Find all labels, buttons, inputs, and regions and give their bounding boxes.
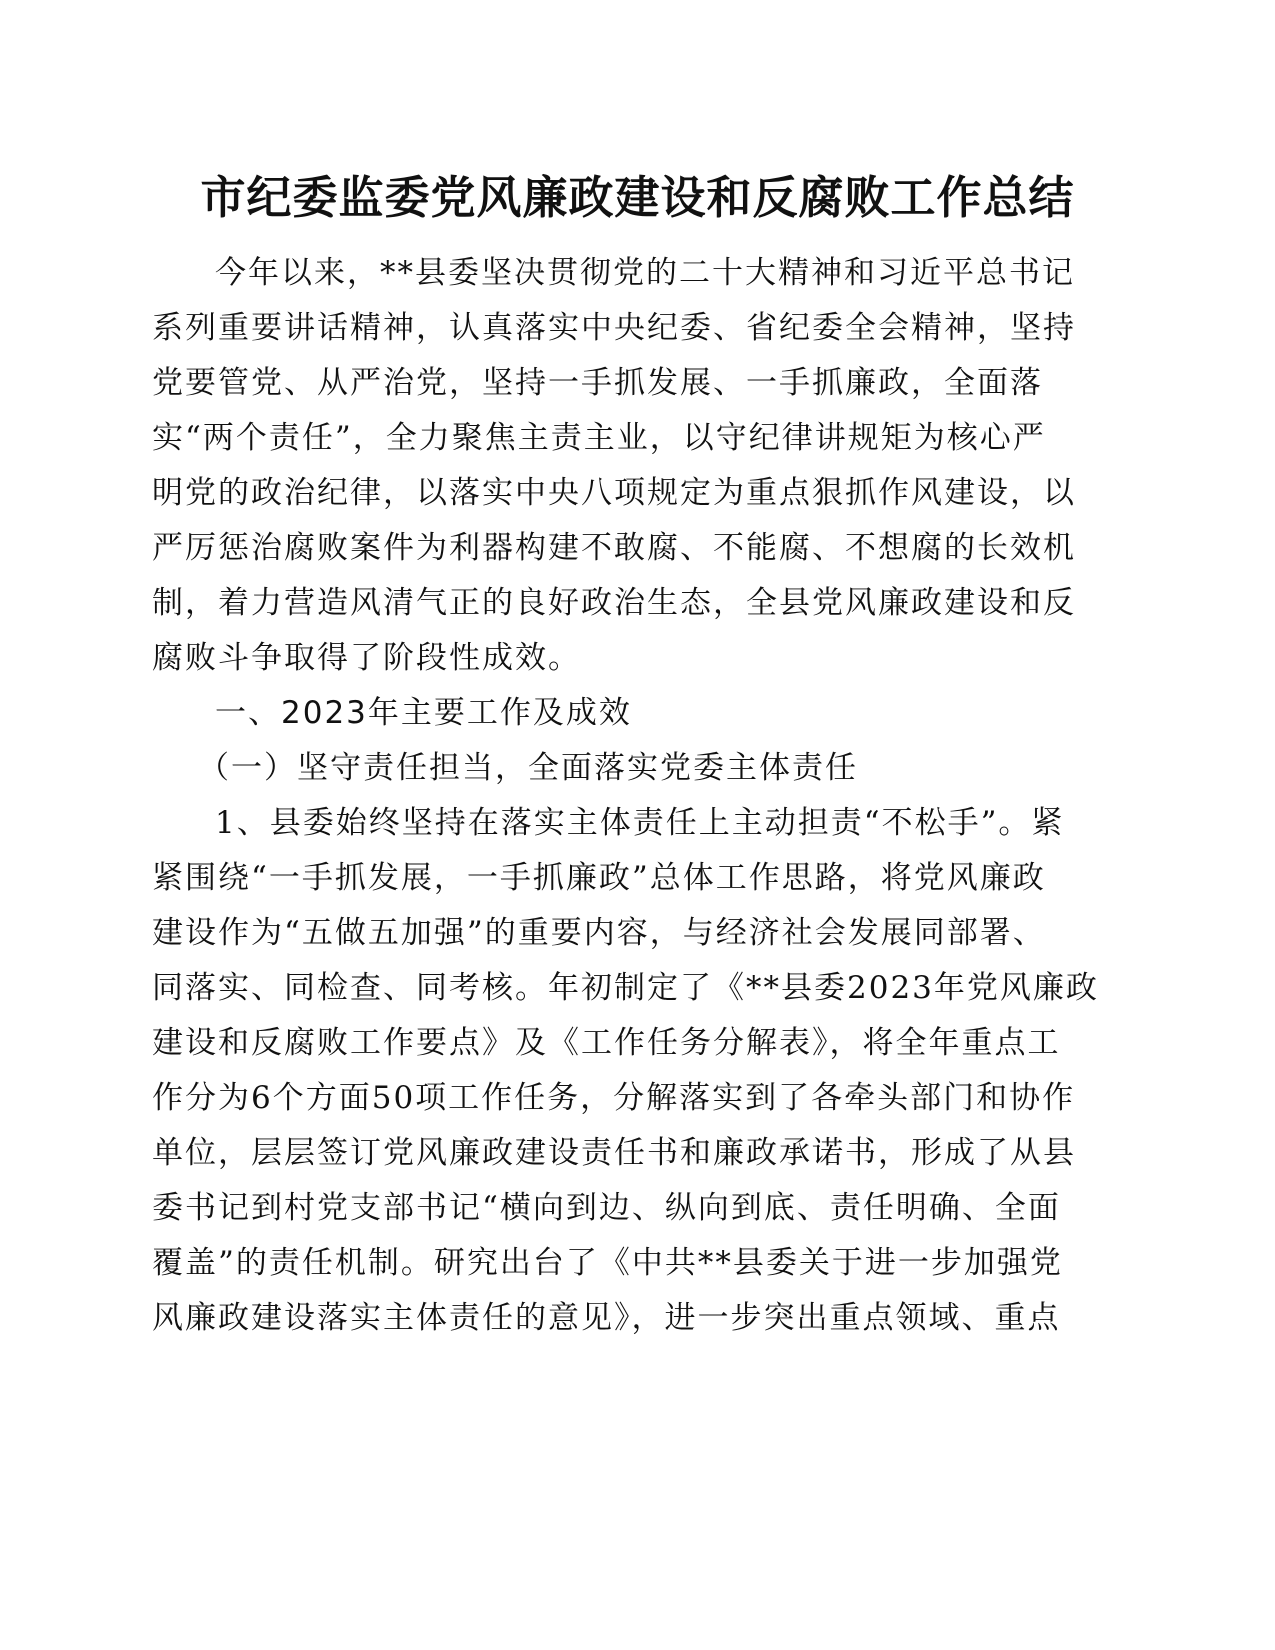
paragraph-line: 明党的政治纪律，以落实中央八项规定为重点狠抓作风建设，以	[152, 475, 1076, 511]
paragraph-line: 1、县委始终坚持在落实主体责任上主动担责“不松手”。紧	[215, 805, 1065, 841]
section-heading: 一、2023年主要工作及成效	[215, 695, 632, 731]
paragraph-line: 今年以来，**县委坚决贯彻党的二十大精神和习近平总书记	[215, 255, 1075, 291]
paragraph-line: 风廉政建设落实主体责任的意见》，进一步突出重点领域、重点	[152, 1300, 1061, 1336]
paragraph-line: 腐败斗争取得了阶段性成效。	[152, 640, 581, 676]
paragraph-line: 同落实、同检查、同考核。年初制定了《**县委2023年党风廉政	[152, 970, 1099, 1006]
paragraph-line: 作分为6个方面50项工作任务，分解落实到了各牵头部门和协作	[152, 1080, 1076, 1116]
paragraph-line: 系列重要讲话精神，认真落实中央纪委、省纪委全会精神，坚持	[152, 310, 1076, 346]
paragraph-line: 严厉惩治腐败案件为利器构建不敢腐、不能腐、不想腐的长效机	[152, 530, 1076, 566]
paragraph-line: 紧围绕“一手抓发展，一手抓廉政”总体工作思路，将党风廉政	[152, 860, 1046, 896]
paragraph-line: 实“两个责任”，全力聚焦主责主业，以守纪律讲规矩为核心严	[152, 420, 1046, 456]
paragraph-line: 党要管党、从严治党，坚持一手抓发展、一手抓廉政，全面落	[152, 365, 1043, 401]
paragraph-line: 覆盖”的责任机制。研究出台了《中共**县委关于进一步加强党	[152, 1245, 1063, 1281]
paragraph-line: 建设作为“五做五加强”的重要内容，与经济社会发展同部署、	[152, 915, 1046, 951]
document-title: 市纪委监委党风廉政建设和反腐败工作总结	[200, 171, 1075, 224]
paragraph-line: 委书记到村党支部书记“横向到边、纵向到底、责任明确、全面	[152, 1190, 1061, 1226]
paragraph-line: 建设和反腐败工作要点》及《工作任务分解表》，将全年重点工	[152, 1025, 1061, 1061]
paragraph-line: 单位，层层签订党风廉政建设责任书和廉政承诺书，形成了从县	[152, 1135, 1076, 1171]
subsection-heading: （一）坚守责任担当，全面落实党委主体责任	[198, 750, 858, 786]
paragraph-line: 制，着力营造风清气正的良好政治生态，全县党风廉政建设和反	[152, 585, 1076, 621]
